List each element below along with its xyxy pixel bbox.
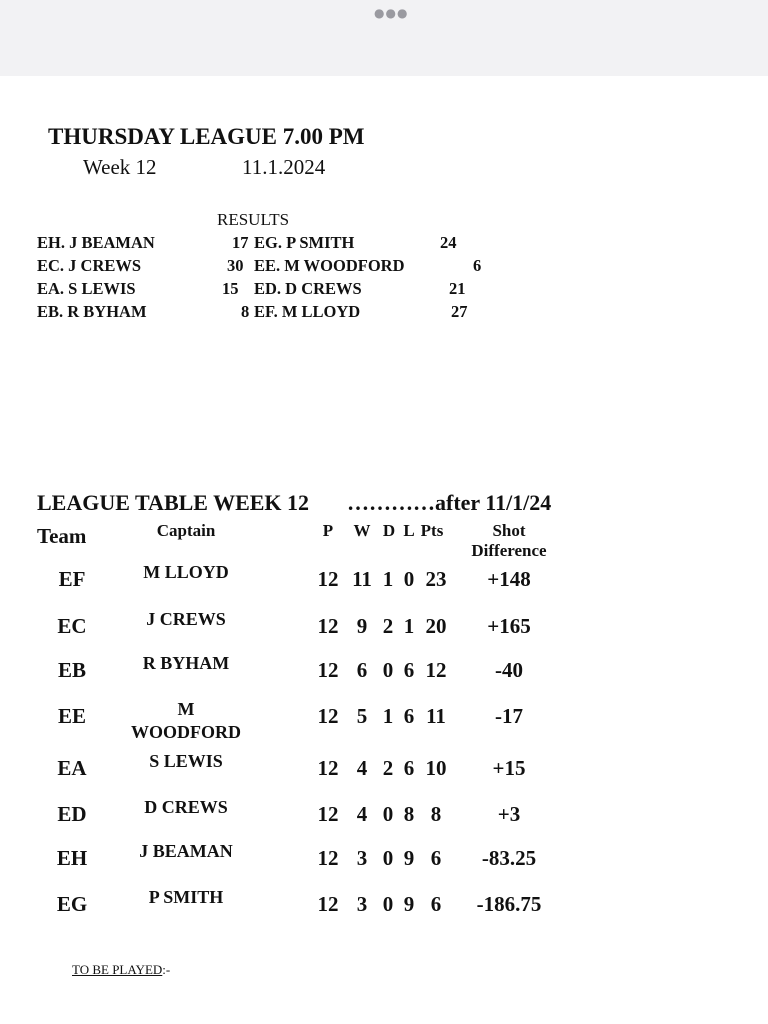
captain-name: P SMITH	[148, 887, 224, 907]
captain-name-line: M	[177, 699, 195, 719]
shot-difference: -186.75	[476, 892, 542, 916]
won: 4	[356, 756, 368, 780]
result-home-score: 30	[227, 256, 244, 275]
captain-name-line: WOODFORD	[131, 722, 241, 742]
points: 12	[425, 658, 447, 682]
played: 12	[317, 704, 339, 728]
result-away-score: 6	[473, 256, 482, 275]
result-away: EG. P SMITH	[254, 233, 355, 252]
header-shot: Shot	[492, 521, 526, 540]
result-home-score: 17	[232, 233, 249, 252]
won: 5	[356, 704, 368, 728]
result-home-score: 8	[241, 302, 250, 321]
table-row	[0, 562, 768, 607]
header-p: P	[322, 521, 334, 540]
lost: 1	[403, 614, 415, 638]
lost: 6	[403, 756, 415, 780]
date-label: 11.1.2024	[242, 155, 326, 179]
result-home: EC. J CREWS	[37, 256, 142, 275]
drawn: 0	[382, 846, 394, 870]
ellipsis-icon[interactable]: ●●●	[374, 6, 409, 20]
drawn: 2	[382, 756, 394, 780]
captain-name: M LLOYD	[143, 562, 229, 582]
to-be-played-text: TO BE PLAYED	[72, 962, 163, 977]
header-captain: Captain	[156, 521, 216, 540]
points: 10	[425, 756, 447, 780]
result-away-score: 27	[451, 302, 468, 321]
played: 12	[317, 802, 339, 826]
won: 6	[356, 658, 368, 682]
result-home: EH. J BEAMAN	[37, 233, 155, 252]
result-away: ED. D CREWS	[254, 279, 362, 298]
result-away-score: 21	[449, 279, 466, 298]
points: 8	[430, 802, 442, 826]
header-team: Team	[37, 524, 87, 548]
to-be-played-suffix: :-	[162, 962, 171, 977]
shot-difference: +3	[497, 802, 521, 826]
header-l: L	[403, 521, 415, 540]
league-table-after: …………after 11/1/24	[347, 490, 552, 515]
won: 3	[356, 846, 368, 870]
shot-difference: +15	[492, 756, 526, 780]
league-table-title: LEAGUE TABLE WEEK 12	[37, 490, 310, 515]
result-away: EE. M WOODFORD	[254, 256, 405, 275]
shot-difference: -83.25	[481, 846, 537, 870]
won: 11	[352, 567, 372, 591]
result-home-score: 15	[222, 279, 239, 298]
shot-difference: -40	[495, 658, 523, 682]
team-code: EC	[57, 614, 87, 638]
top-toolbar	[0, 0, 768, 76]
won: 4	[356, 802, 368, 826]
drawn: 2	[382, 614, 394, 638]
result-home: EB. R BYHAM	[37, 302, 147, 321]
results-heading: RESULTS	[217, 210, 290, 229]
lost: 9	[403, 892, 415, 916]
header-w: W	[353, 521, 371, 540]
result-home: EA. S LEWIS	[37, 279, 136, 298]
week-label: Week 12	[83, 155, 157, 179]
drawn: 1	[382, 567, 394, 591]
team-code: EG	[56, 892, 88, 916]
points: 6	[430, 846, 442, 870]
table-row	[0, 751, 768, 796]
team-code: EH	[56, 846, 88, 870]
points: 6	[430, 892, 442, 916]
points: 11	[426, 704, 446, 728]
header-pts: Pts	[420, 521, 444, 540]
played: 12	[317, 892, 339, 916]
team-code: ED	[57, 802, 87, 826]
shot-difference: +165	[487, 614, 531, 638]
result-away-score: 24	[440, 233, 457, 252]
drawn: 0	[382, 658, 394, 682]
captain-name: D CREWS	[144, 797, 228, 817]
lost: 9	[403, 846, 415, 870]
to-be-played-label	[72, 962, 170, 978]
table-row	[0, 841, 768, 886]
played: 12	[317, 846, 339, 870]
table-row	[0, 653, 768, 698]
played: 12	[317, 756, 339, 780]
won: 9	[356, 614, 368, 638]
won: 3	[356, 892, 368, 916]
played: 12	[317, 658, 339, 682]
result-away: EF. M LLOYD	[254, 302, 361, 321]
lost: 6	[403, 658, 415, 682]
captain-name: S LEWIS	[149, 751, 223, 771]
table-row	[0, 699, 768, 744]
lost: 0	[403, 567, 415, 591]
shot-difference: -17	[495, 704, 523, 728]
drawn: 0	[382, 892, 394, 916]
header-difference: Difference	[471, 541, 547, 560]
captain-name	[131, 698, 241, 744]
table-row	[0, 887, 768, 932]
played: 12	[317, 567, 339, 591]
header-d: D	[382, 521, 396, 540]
team-code: EE	[57, 704, 87, 728]
team-code: EF	[58, 567, 86, 591]
captain-name: R BYHAM	[142, 653, 230, 673]
captain-name: J BEAMAN	[139, 841, 233, 861]
points: 20	[425, 614, 447, 638]
drawn: 0	[382, 802, 394, 826]
shot-difference: +148	[487, 567, 531, 591]
played: 12	[317, 614, 339, 638]
table-row	[0, 609, 768, 654]
drawn: 1	[382, 704, 394, 728]
page-title: THURSDAY LEAGUE 7.00 PM	[48, 124, 365, 149]
team-code: EA	[57, 756, 87, 780]
captain-name: J CREWS	[146, 609, 226, 629]
team-code: EB	[57, 658, 87, 682]
lost: 8	[403, 802, 415, 826]
points: 23	[425, 567, 447, 591]
table-row	[0, 797, 768, 842]
lost: 6	[403, 704, 415, 728]
